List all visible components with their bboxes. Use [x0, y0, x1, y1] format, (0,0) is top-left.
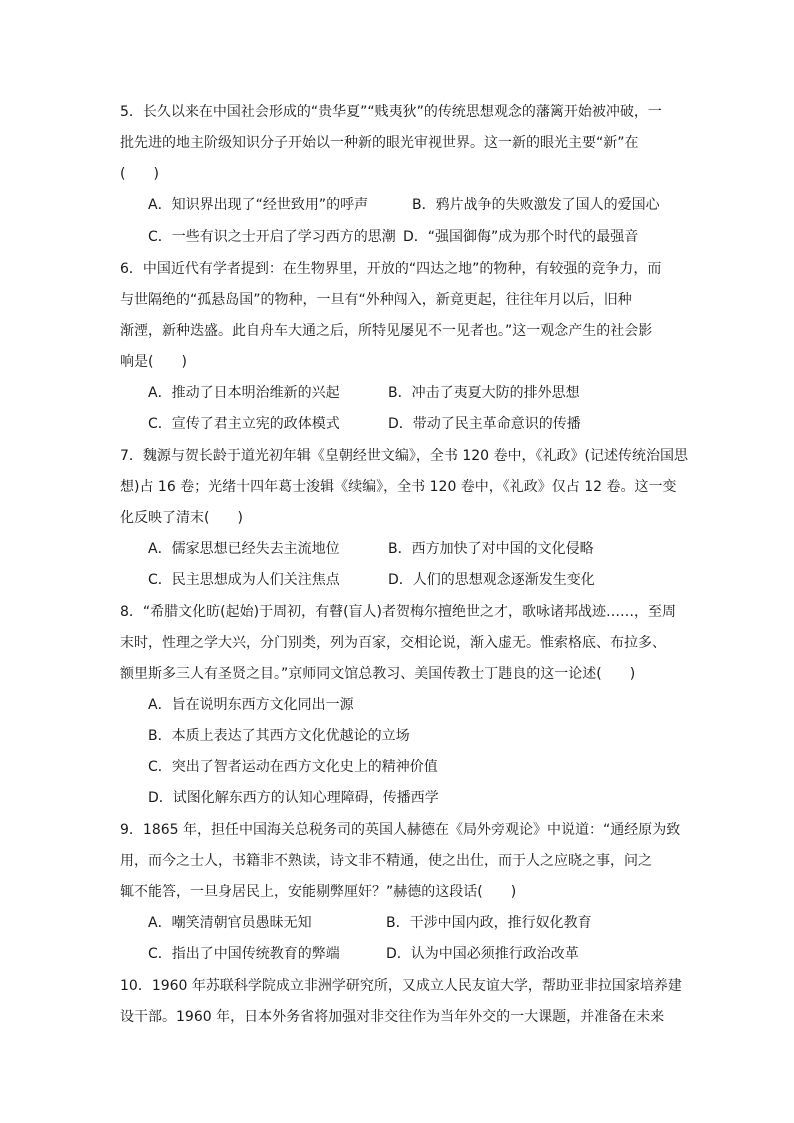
question-8-option-c: C．突出了智者运动在西方文化史上的精神价值 [148, 759, 438, 775]
question-7-option-c: C．民主思想成为人们关注焦点 [148, 572, 340, 588]
question-5-line-3: ( ) [120, 166, 159, 182]
question-8-option-b: B．本质上表达了其西方文化优越论的立场 [148, 728, 410, 744]
question-9-line-3: 辄不能答，一旦身居民上，安能剔弊厘奸？”赫德的这段话( ) [120, 884, 517, 900]
question-8-line-1: 8．“希腊文化昉(起始)于周初，有瞽(盲人)者贺梅尔擅绝世之才，歌咏诸邦战迹……，至周 [120, 604, 677, 620]
question-9-option-d: D．认为中国必须推行政治改革 [386, 946, 579, 962]
question-5-option-b: B．鸦片战争的失败激发了国人的爱国心 [412, 197, 660, 213]
question-9-option-a: A．嘲笑清朝官员愚昧无知 [148, 915, 312, 931]
question-6-option-b: B．冲击了夷夏大防的排外思想 [388, 385, 580, 401]
question-9-line-2: 用，而今之士人，书籍非不熟读，诗文非不精通，使之出仕，而于人之应晓之事，问之 [120, 853, 652, 869]
question-5-line-1: 5．长久以来在中国社会形成的“贵华夏”“贱夷狄”的传统思想观念的藩篱开始被冲破，一 [120, 104, 662, 120]
question-10-line-2: 设干部。1960 年，日本外务省将加强对非交往作为当年外交的一大课题，并准备在未来 [120, 1009, 665, 1025]
question-10-line-1: 10．1960 年苏联科学院成立非洲学研究所，又成立人民友谊大学，帮助亚非拉国家培养建 [120, 978, 682, 994]
question-7-line-3: 化反映了清末( ) [120, 510, 243, 526]
question-5-option-a: A．知识界出现了“经世致用”的呼声 [148, 197, 369, 213]
question-7-line-2: 想)占 16 卷；光绪十四年葛士浚辑《续编》，全书 120 卷中，《礼政》仅占 12 卷。这一变 [120, 479, 677, 495]
question-9-line-1: 9．1865 年，担任中国海关总税务司的英国人赫德在《局外旁观论》中说道：“通经原为致 [120, 822, 681, 838]
question-9-option-c: C．指出了中国传统教育的弊端 [148, 946, 340, 962]
question-7-line-1: 7．魏源与贺长龄于道光初年辑《皇朝经世文编》，全书 120 卷中，《礼政》(记述传统治国思 [120, 448, 688, 464]
question-8-option-a: A．旨在说明东西方文化同出一源 [148, 697, 354, 713]
question-7-option-a: A．儒家思想已经失去主流地位 [148, 541, 340, 557]
question-6-line-3: 渐湮，新种迭盛。此自舟车大通之后，所特见屡见不一见者也。”这一观念产生的社会影 [120, 323, 653, 339]
question-6-option-a: A．推动了日本明治维新的兴起 [148, 385, 340, 401]
question-6-option-d: D．带动了民主革命意识的传播 [388, 416, 581, 432]
question-6-line-2: 与世隔绝的“孤悬岛国”的物种，一旦有“外种闯入，新竟更起，往往年月以后，旧种 [120, 292, 632, 308]
question-8-line-2: 末时，性理之学大兴，分门别类，列为百家，交相论说，渐入虚无。惟索格底、布拉多、 [120, 635, 666, 651]
question-6-line-1: 6．中国近代有学者提到：在生物界里，开放的“四达之地”的物种，有较强的竞争力，而 [120, 261, 662, 277]
question-8-line-3: 额里斯多三人有圣贤之目。”京师同文馆总教习、美国传教士丁韪良的这一论述( ) [120, 666, 636, 682]
question-7-option-b: B．西方加快了对中国的文化侵略 [388, 541, 594, 557]
question-5-line-2: 批先进的地主阶级知识分子开始以一种新的眼光审视世界。这一新的眼光主要“新”在 [120, 135, 639, 151]
question-7-option-d: D．人们的思想观念逐渐发生变化 [388, 572, 595, 588]
question-6-option-c: C．宣传了君主立宪的政体模式 [148, 416, 340, 432]
question-5-option-c: C．一些有识之士开启了学习西方的思潮 [148, 229, 396, 245]
question-9-option-b: B．干涉中国内政，推行奴化教育 [386, 915, 592, 931]
question-5-option-d: D．“强国御侮”成为那个时代的最强音 [403, 229, 639, 245]
question-6-line-4: 响是( ) [120, 354, 187, 370]
question-8-option-d: D．试图化解东西方的认知心理障碍，传播西学 [148, 790, 439, 806]
